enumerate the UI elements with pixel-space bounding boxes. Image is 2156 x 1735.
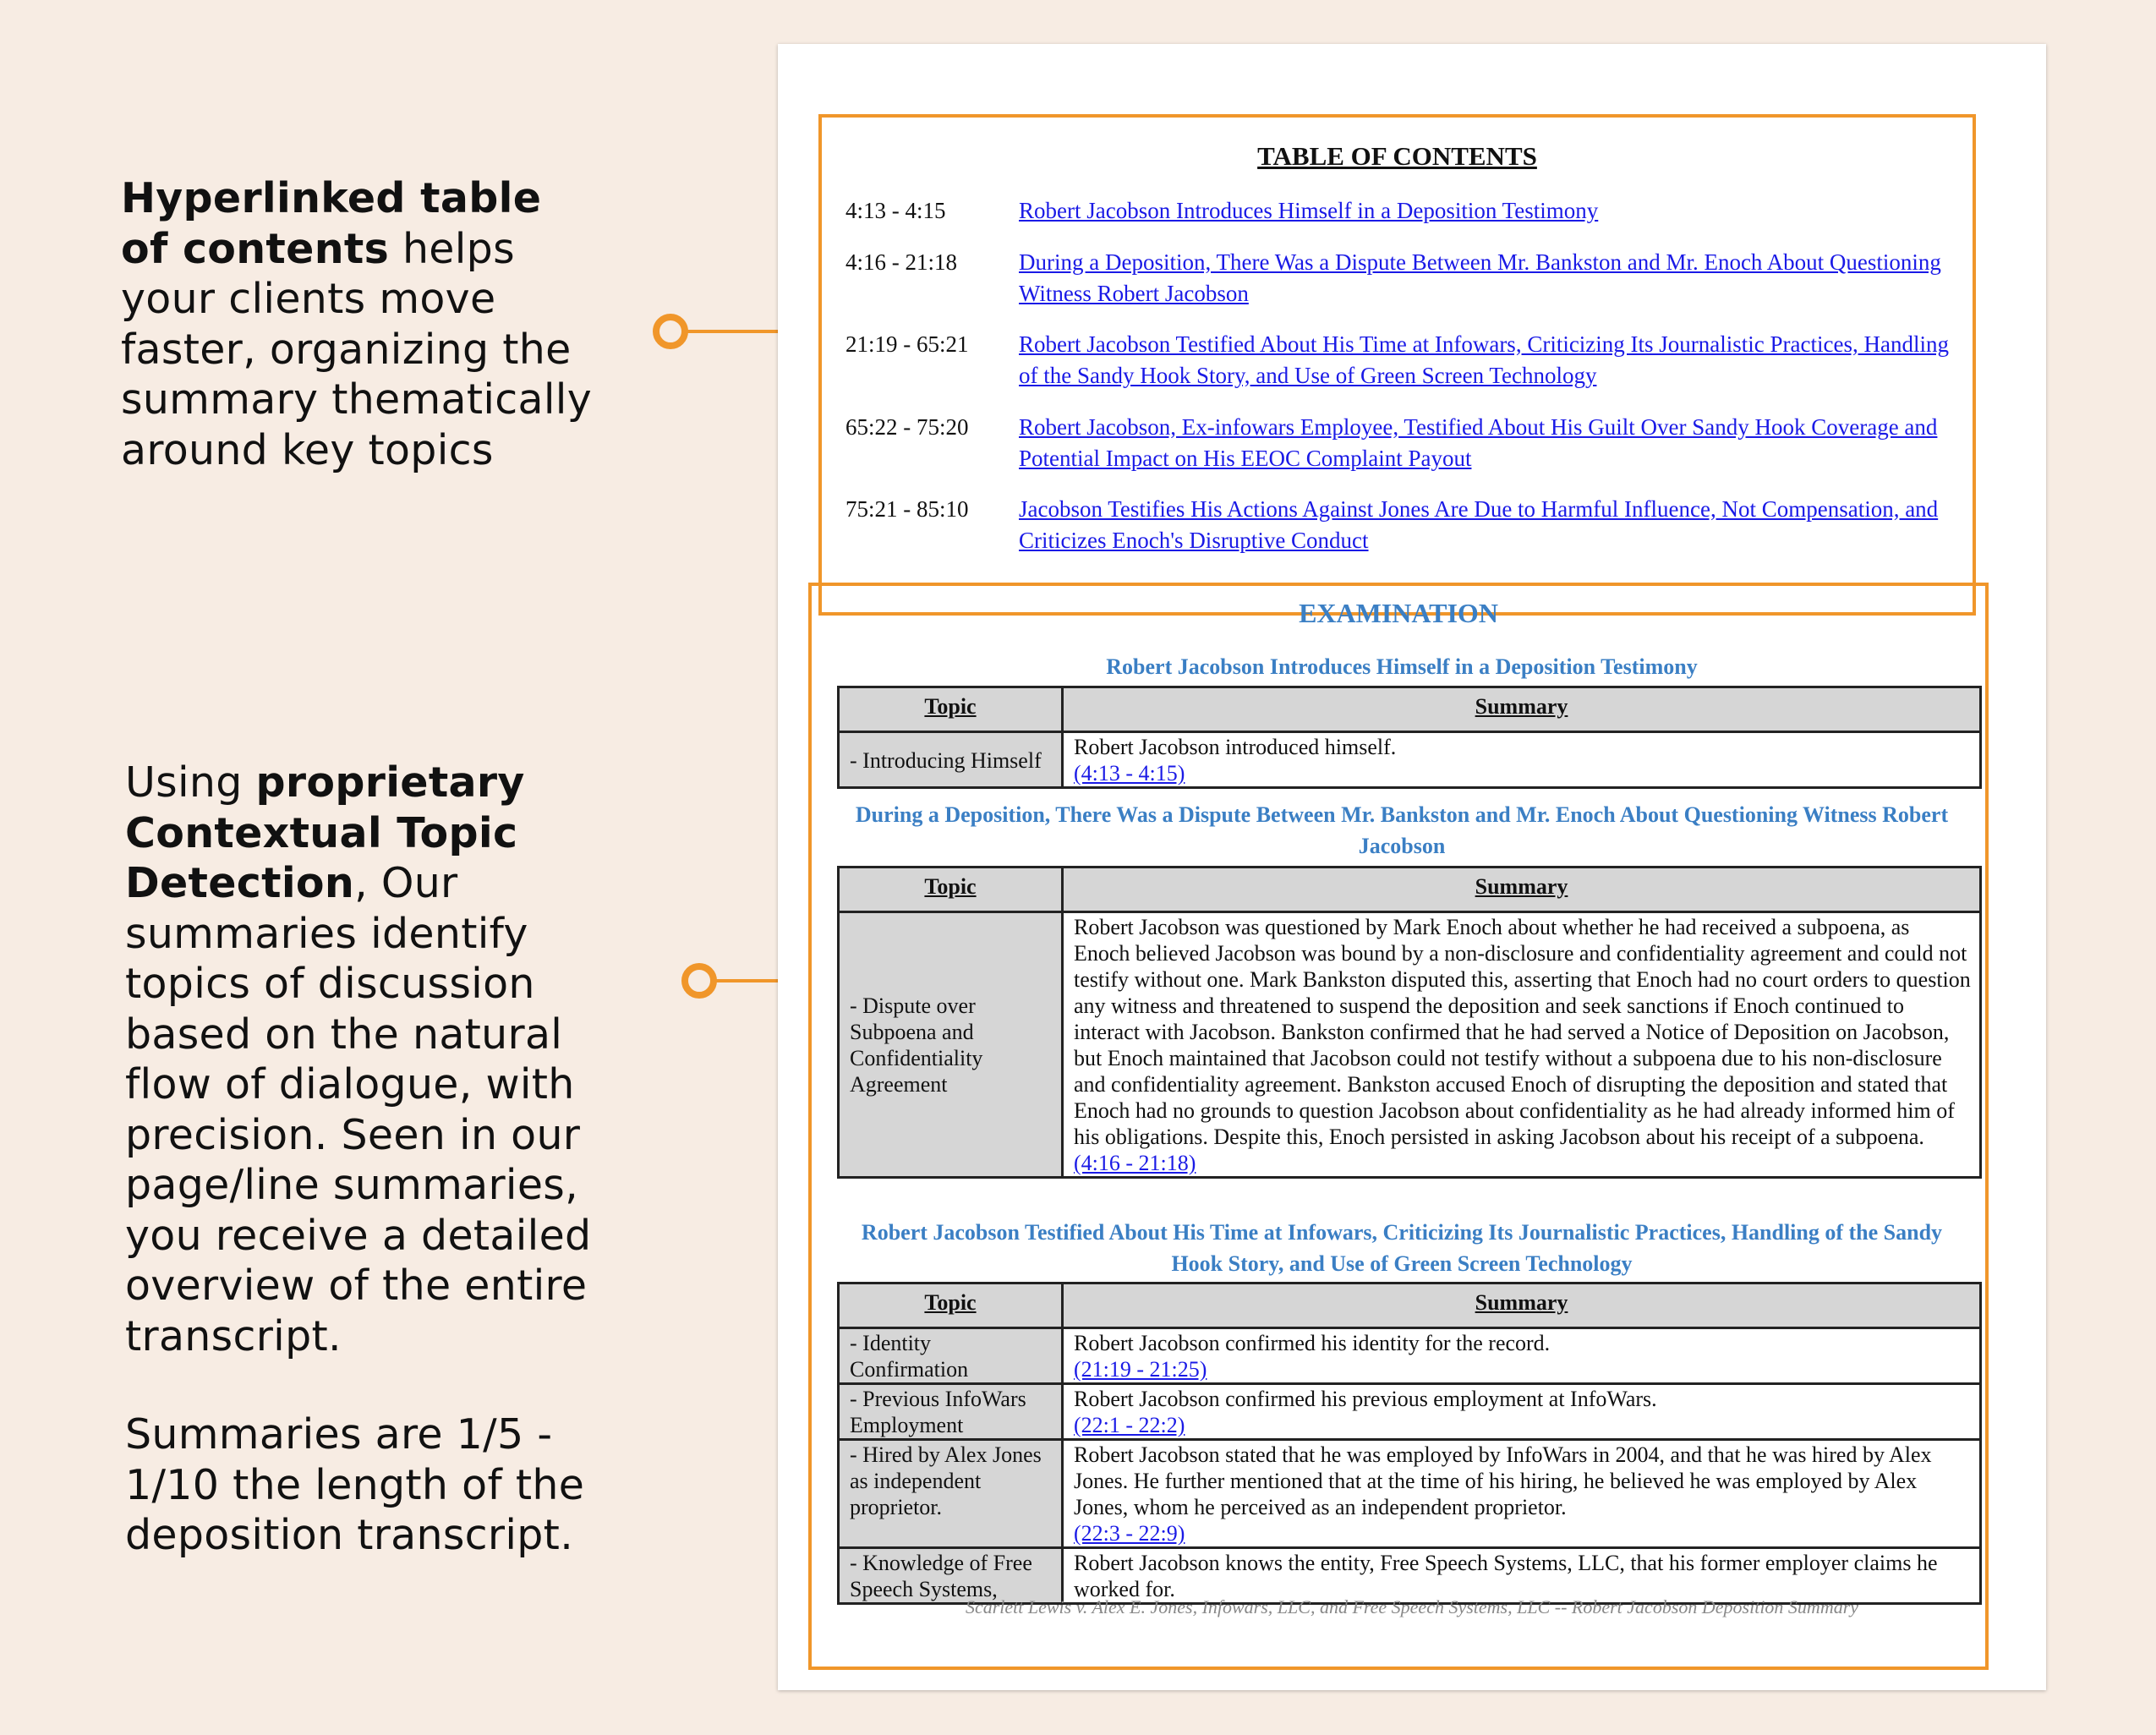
toc-link[interactable]: Robert Jacobson Introduces Himself in a Deposition Testimony [1019, 198, 1599, 223]
col-summary-header: Summary [1063, 687, 1981, 732]
page-line-link[interactable]: (22:3 - 22:9) [1074, 1521, 1185, 1546]
table-row [839, 912, 1981, 1178]
col-topic-header: Topic [839, 1283, 1063, 1328]
table-header-row [839, 687, 1981, 732]
table-header-row [839, 1283, 1981, 1328]
summary-table [837, 686, 1982, 789]
topic-cell: - Introducing Himself [839, 732, 1063, 788]
summary-table [837, 866, 1982, 1179]
toc-highlight-box [818, 114, 1976, 616]
toc-link[interactable]: Robert Jacobson Testified About His Time at Infowars, Criticizing Its Journalistic Practices, Handling of the Sandy Hook Story, and Use of Green Screen Technology [1019, 331, 1949, 388]
section-heading: Robert Jacobson Testified About His Time at Infowars, Criticizing Its Journalistic Practices, Handling of the Sandy Hook Story, and Use of Green Screen Technology [861, 1220, 1943, 1276]
table-row [839, 1548, 1981, 1604]
topic-cell: - Dispute over Subpoena and Confidentiality Agreement [839, 912, 1063, 1178]
topic-cell: - Identity Confirmation [839, 1328, 1063, 1384]
callout-topic-pre: Using [125, 758, 256, 807]
document-page [778, 44, 2046, 1690]
examination-highlight-box [808, 583, 1989, 1670]
summary-text: Robert Jacobson confirmed his previous employment at InfoWars. [1074, 1387, 1657, 1411]
summary-text: Robert Jacobson was questioned by Mark Enoch about whether he had received a subpoena, as Enoch believed Jacobson was bound by a non-disclosure and confidentiality agreement and could not testify without one. Mark Bankston disputed this, asserting that Enoch had no court orders to question any witness and threatened to suspend the deposition and seek sanctions if Enoch continued to interact with Jacobson. Bankston confirmed that he had served a Notice of Deposition on Jacobson, but Enoch maintained that Jacobson could not testify without a subpoena due to his non-disclosure and confidentiality agreement. Bankston accused Enoch of disrupting the deposition and stated that Enoch had no grounds to question Jacobson about confidentiality as he had already informed him of his obligations. Despite this, Enoch persisted in asking Jacobson about his receipt of a subpoena. [1074, 915, 1971, 1149]
col-topic-header: Topic [839, 687, 1063, 732]
page-line-link[interactable]: (4:13 - 4:15) [1074, 761, 1185, 785]
table-row [839, 1384, 1981, 1440]
page-line-link[interactable]: (21:19 - 21:25) [1074, 1357, 1207, 1382]
topic-cell: - Knowledge of Free Speech Systems, [839, 1548, 1063, 1604]
topic-cell: - Hired by Alex Jones as independent proprietor. [839, 1440, 1063, 1548]
page-footer: Scarlett Lewis v. Alex E. Jones, Infowars, LLC, and Free Speech Systems, LLC -- Robert Jacobson Deposition Summary [965, 1596, 1859, 1617]
callout-toc-bold: Hyperlinked table of contents [121, 174, 542, 273]
page-line-link[interactable]: (4:16 - 21:18) [1074, 1151, 1196, 1175]
callout-length: Summaries are 1/5 - 1/10 the length of the deposition transcript. [125, 1410, 585, 1559]
section-heading: During a Deposition, There Was a Dispute Between Mr. Bankston and Mr. Enoch About Questioning Witness Robert Jacobson [855, 802, 1949, 858]
summary-text: Robert Jacobson confirmed his identity for the record. [1074, 1331, 1551, 1355]
toc-range: 65:22 - 75:20 [845, 414, 969, 440]
toc-range: 21:19 - 65:21 [845, 331, 969, 357]
callout-topic-text: , Our summaries identify topics of discussion based on the natural flow of dialogue, with precision. Seen in our page/line summaries, you receive a detailed overview of the entire transcript. [125, 859, 592, 1360]
topic-cell: - Previous InfoWars Employment [839, 1384, 1063, 1440]
toc-range: 75:21 - 85:10 [845, 496, 969, 522]
summary-text: Robert Jacobson stated that he was employed by InfoWars in 2004, and that he was hired by Alex Jones. He further mentioned that at the time of his hiring, he believed he was employed by Alex Jones, whom he perceived as an independent proprietor. [1074, 1442, 1932, 1519]
summary-text: Robert Jacobson introduced himself. [1074, 735, 1397, 759]
page-line-link[interactable]: (22:1 - 22:2) [1074, 1413, 1185, 1437]
summary-cell: Robert Jacobson knows the entity, Free Speech Systems, LLC, that his former employer claims he worked for. [1063, 1548, 1981, 1604]
toc-range: 4:13 - 4:15 [845, 198, 946, 223]
toc-link[interactable]: During a Deposition, There Was a Dispute Between Mr. Bankston and Mr. Enoch About Questioning Witness Robert Jacobson [1019, 249, 1941, 306]
section-heading: Robert Jacobson Introduces Himself in a Deposition Testimony [1106, 654, 1698, 679]
toc-link[interactable]: Jacobson Testifies His Actions Against Jones Are Due to Harmful Influence, Not Compensation, and Criticizes Enoch's Disruptive Conduct [1019, 496, 1939, 553]
table-header-row [839, 868, 1981, 912]
summary-cell [1063, 1328, 1981, 1384]
summary-cell [1063, 1384, 1981, 1440]
callout-topic-bold: proprietary Contextual Topic Detection [125, 758, 525, 907]
col-summary-header: Summary [1063, 1283, 1981, 1328]
table-row [839, 1328, 1981, 1384]
summary-table [837, 1282, 1982, 1605]
col-summary-header: Summary [1063, 868, 1981, 912]
toc-range: 4:16 - 21:18 [845, 249, 957, 275]
summary-cell [1063, 732, 1981, 788]
col-topic-header: Topic [839, 868, 1063, 912]
summary-cell [1063, 912, 1981, 1178]
toc-link[interactable]: Robert Jacobson, Ex-infowars Employee, Testified About His Guilt Over Sandy Hook Coverage and Potential Impact on His EEOC Complaint Payout [1019, 414, 1938, 471]
examination-title: EXAMINATION [1299, 598, 1498, 628]
summary-cell [1063, 1440, 1981, 1548]
table-row [839, 1440, 1981, 1548]
toc-title: TABLE OF CONTENTS [1257, 141, 1537, 171]
table-row [839, 732, 1981, 788]
callout-toc-text: helps your clients move faster, organizing the summary thematically around key topics [121, 224, 592, 474]
